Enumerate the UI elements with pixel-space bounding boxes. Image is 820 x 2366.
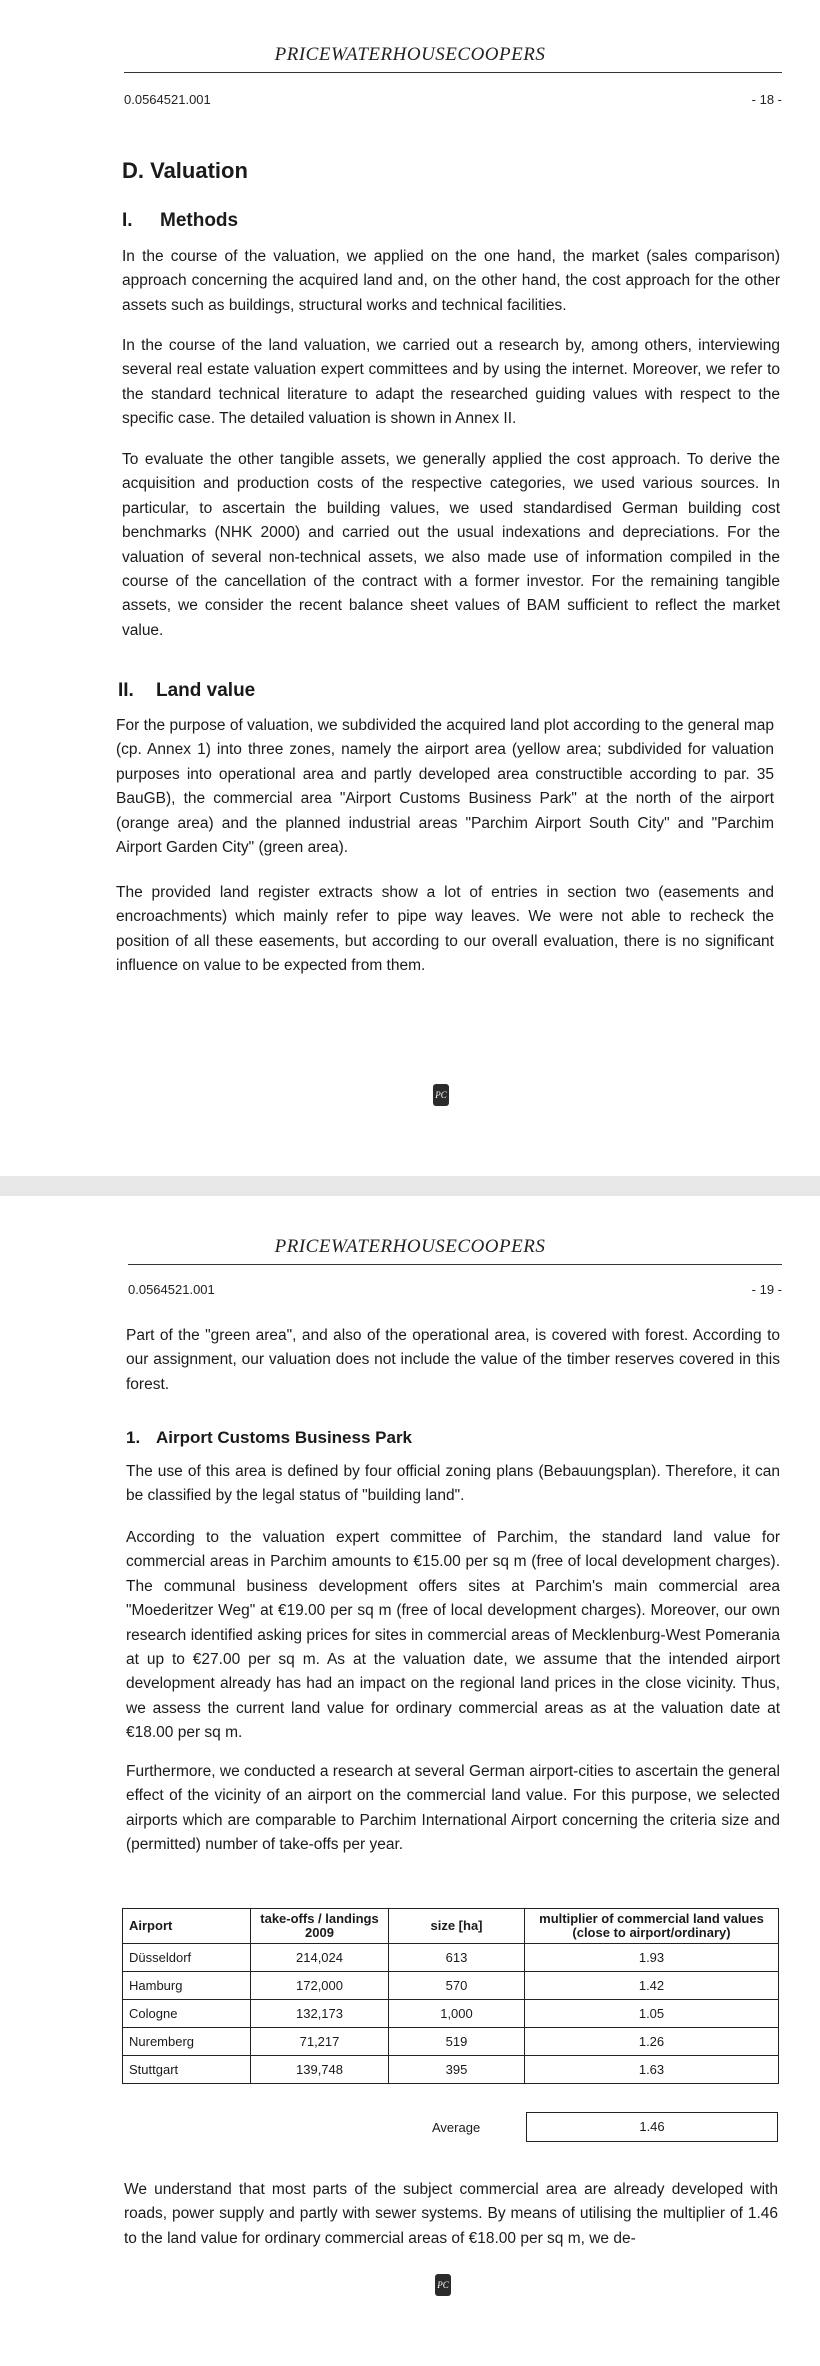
pwc-seal-icon: PC bbox=[435, 2274, 451, 2296]
paragraph-land-prices: According to the valuation expert committee of Parchim, the standard land value for commercial areas in Parchim amounts to €15.00 per sq m (free of local development charges). The communal business development offers sites at Parchim's main commercial area "Moederitzer Weg" at €19.00 per sq m (free of local development charges). Moreover, our own research identified asking prices for sites in commercial areas of Mecklenburg-West Pomerania at up to €27.00 per sq m. As at the valuation date, we assume that the intended airport development already has had an impact on the regional land prices in the close vicinity. Thus, we assess the current land value for ordinary commercial areas as at the valuation date at €18.00 per sq m. bbox=[126, 1529, 780, 1742]
company-logo: PRICEWATERHOUSECOOPERS bbox=[274, 44, 546, 65]
document-page-18 bbox=[0, 0, 820, 1176]
table-cell-size: 570 bbox=[389, 1972, 525, 2000]
table-cell-size: 519 bbox=[389, 2028, 525, 2056]
company-logo: PRICEWATERHOUSECOOPERS bbox=[274, 1236, 546, 1257]
subsection-number: II. bbox=[118, 680, 134, 701]
table-cell-airport: Nuremberg bbox=[123, 2028, 251, 2056]
table-cell-take-offs: 71,217 bbox=[251, 2028, 389, 2056]
subsection-heading-methods bbox=[122, 210, 238, 232]
table-cell-airport: Düsseldorf bbox=[123, 1944, 251, 1972]
table-cell-multiplier: 1.05 bbox=[525, 2000, 779, 2028]
table-cell-airport: Cologne bbox=[123, 2000, 251, 2028]
table-cell-size: 395 bbox=[389, 2056, 525, 2084]
paragraph-land-value-1: For the purpose of valuation, we subdivided the acquired land plot according to the general map (cp. Annex 1) into three zones, namely the airport area (yellow area; subdivided for valuation purposes into operational area and partly developed area constructible according to par. 35 BauGB), the commercial area "Airport Customs Business Park" at the north of the airport (orange area) and the planned industrial areas "Parchim Airport South City" and "Parchim Airport Garden City" (green area). bbox=[116, 717, 774, 857]
paragraph-methods-1: In the course of the valuation, we applied on the one hand, the market (sales comparison) approach concerning the acquired land and, on the other hand, the cost approach for the other assets such as buildings, structural works and technical facilities. bbox=[122, 248, 780, 314]
paragraph-methods-3: To evaluate the other tangible assets, we generally applied the cost approach. To derive the acquisition and production costs of the respective categories, we used various sources. In particular, to ascertain the building values, we used standardised German building cost benchmarks (NHK 2000) and carried out the usual indexations and depreciations. For the valuation of several non-technical assets, we also made use of information compiled in the course of the cancellation of the contract with a former investor. For the remaining tangible assets, we consider the recent balance sheet values of BAM sufficient to reflect the market value. bbox=[122, 451, 780, 639]
paragraph-methods-2: In the course of the land valuation, we carried out a research by, among others, interviewing several real estate valuation expert committees and by using the internet. Moreover, we refer to the standard technical literature to adapt the researched guiding values with respect to the specific case. The detailed valuation is shown in Annex II. bbox=[122, 337, 780, 428]
header-rule bbox=[124, 72, 782, 73]
subsection-heading-land-value bbox=[118, 680, 255, 702]
table-cell-take-offs: 172,000 bbox=[251, 1972, 389, 2000]
paragraph-multiplier-application: We understand that most parts of the subject commercial area are already developed with roads, power supply and partly with sewer systems. By means of utilising the multiplier of 1.46 to the land value for ordinary commercial areas of €18.00 per sq m, we de- bbox=[124, 2181, 778, 2247]
subsection-title: Land value bbox=[156, 680, 256, 701]
paragraph-forest: Part of the "green area", and also of the operational area, is covered with forest. According to our assignment, our valuation does not include the value of the timber reserves covered in this forest. bbox=[126, 1327, 780, 1393]
table-row bbox=[123, 2000, 779, 2028]
subsection-title: Methods bbox=[160, 210, 239, 231]
table-row bbox=[123, 2028, 779, 2056]
table-cell-multiplier: 1.26 bbox=[525, 2028, 779, 2056]
table-cell-multiplier: 1.42 bbox=[525, 1972, 779, 2000]
subsection-title: Airport Customs Business Park bbox=[156, 1428, 413, 1447]
table-cell-airport: Hamburg bbox=[123, 1972, 251, 2000]
table-header-row bbox=[123, 1909, 779, 1944]
table-row bbox=[123, 1944, 779, 1972]
table-row bbox=[123, 2056, 779, 2084]
document-page-19 bbox=[0, 1196, 820, 2366]
column-header-size: size [ha] bbox=[389, 1909, 525, 1944]
subsection-number: I. bbox=[122, 210, 133, 231]
table-cell-multiplier: 1.63 bbox=[525, 2056, 779, 2084]
table-cell-take-offs: 139,748 bbox=[251, 2056, 389, 2084]
table-cell-airport: Stuttgart bbox=[123, 2056, 251, 2084]
header-rule bbox=[128, 1264, 782, 1265]
table-cell-size: 613 bbox=[389, 1944, 525, 1972]
paragraph-land-value-2: The provided land register extracts show a lot of entries in section two (easements and encroachments) which mainly refer to pipe way leaves. We were not able to recheck the position of all these easements, but according to our overall evaluation, there is no significant influence on value to be expected from them. bbox=[116, 884, 774, 975]
average-label: Average bbox=[432, 2120, 481, 2135]
page-number: - 18 - bbox=[751, 92, 782, 107]
pwc-seal-icon: PC bbox=[433, 1084, 449, 1106]
document-reference: 0.0564521.001 bbox=[128, 1282, 215, 1297]
column-header-airport: Airport bbox=[123, 1909, 251, 1944]
document-reference: 0.0564521.001 bbox=[124, 92, 211, 107]
column-header-multiplier: multiplier of commercial land values (close to airport/ordinary) bbox=[525, 1909, 779, 1944]
subsection-number: 1. bbox=[126, 1428, 141, 1447]
subsection-heading-business-park bbox=[126, 1428, 412, 1448]
column-header-take-offs: take-offs / landings 2009 bbox=[251, 1909, 389, 1944]
table-cell-size: 1,000 bbox=[389, 2000, 525, 2028]
paragraph-zoning: The use of this area is defined by four official zoning plans (Bebauungsplan). Therefore, it can be classified by the legal status of "building land". bbox=[126, 1463, 780, 1505]
page-number: - 19 - bbox=[751, 1282, 782, 1297]
table-row bbox=[123, 1972, 779, 2000]
average-value-box: 1.46 bbox=[526, 2112, 778, 2142]
table-cell-multiplier: 1.93 bbox=[525, 1944, 779, 1972]
airport-comparison-table bbox=[122, 1908, 779, 2084]
table-cell-take-offs: 132,173 bbox=[251, 2000, 389, 2028]
section-title: D. Valuation bbox=[122, 158, 248, 183]
table-cell-take-offs: 214,024 bbox=[251, 1944, 389, 1972]
paragraph-airport-research: Furthermore, we conducted a research at several German airport-cities to ascertain the general effect of the vicinity of an airport on the commercial land value. For this purpose, we selected airports which are comparable to Parchim International Airport concerning the criteria size and (permitted) number of take-offs per year. bbox=[126, 1763, 780, 1854]
